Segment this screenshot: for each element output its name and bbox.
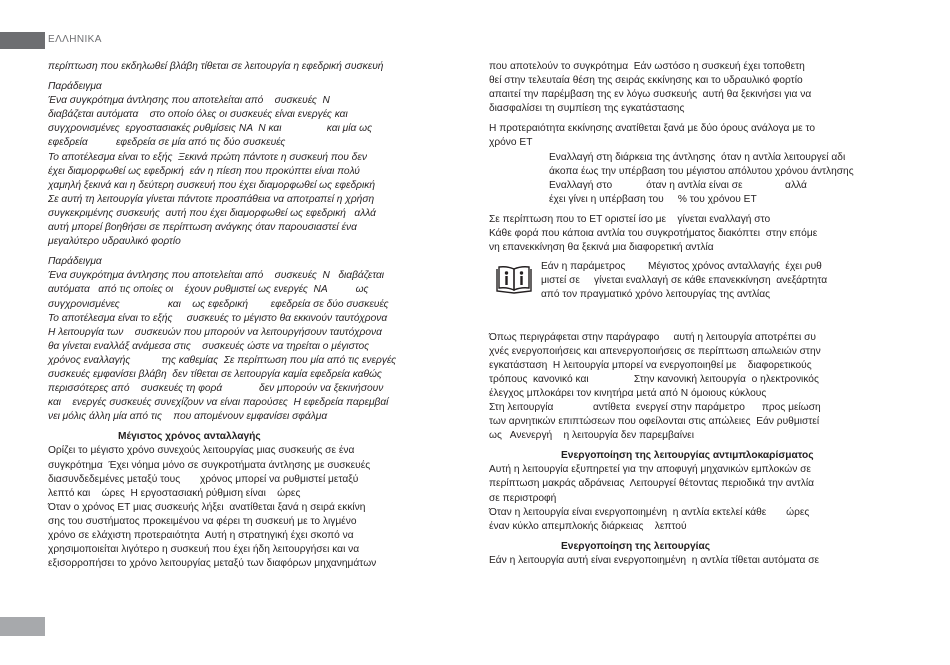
text-line: χρησιμοποιείται λιγότερο η συσκευή που έχει ήδη λειτουργήσει και να (48, 544, 360, 556)
text-line: περίπτωση μακράς αδράνειας Λειτουργεί θέτοντας περιοδικά την αντλία (489, 478, 814, 490)
text-line: Κάθε φορά που κάποια αντλία του συγκροτήματος διακόπτει στην επόμε (489, 228, 818, 240)
text-line: διαβάζεται αυτόματα στο οποίο όλες οι συσκευές είναι ενεργές και (48, 109, 348, 121)
text-line: και ενεργές συσκευές συνεχίζουν να είναι παρούσες Η εφεδρεία παρεμβαί (48, 397, 389, 409)
text-line: έναν κύκλο απεμπλοκής διάρκειας λεπτού (489, 520, 687, 532)
condition-1-text (489, 151, 909, 179)
info-note-text (541, 260, 909, 302)
text-line: μιστεί σε γίνεται εναλλαγή σε κάθε επανεκκίνηση ανεξάρτητα (541, 275, 828, 287)
text-line: εγκατάσταση Η λειτουργία μπορεί να ενεργοποιηθεί με διαφορετικούς (489, 359, 812, 371)
text-line: έλεγχος μπλοκάρει τον κινητήρα μετά από Ν όμοιους κύκλους (489, 387, 767, 399)
text-line: Εάν η παράμετρος Μέγιστος χρόνος ανταλλαγής έχει ρυθ (541, 261, 822, 273)
text-line: συσκευές εμφανίσει βλάβη δεν τίθεται σε λειτουργία καμία εφεδρεία καθώς (48, 368, 382, 380)
example-2-text (48, 269, 466, 424)
language-tab-marker (0, 32, 45, 49)
text-line: θα γίνεται εναλλάξ ανάμεσα στις συσκευές ώστε να τηρείται ο μέγιστος (48, 340, 370, 352)
example-2-title: Παράδειγμα (48, 256, 102, 268)
right-column (489, 60, 909, 568)
text-line: Ένα συγκρότημα άντλησης που αποτελείται από συσκευές Ν (48, 95, 330, 107)
info-note (489, 260, 909, 302)
text-line: σε περιστροφή (489, 492, 557, 504)
text-line: λεπτό και ώρες Η εργοστασιακή ρύθμιση είναι ώρες (48, 487, 301, 499)
book-info-icon (495, 264, 533, 294)
text-line: άκοπα έως την υπέρβαση του μέγιστου απόλυτου χρόνου άντλησης (549, 165, 854, 177)
text-line: αυτή μπορεί βοηθήσει σε περίπτωση ανάγκης όταν παρουσιαστεί ένα (48, 222, 357, 234)
intro-line: περίπτωση που εκδηλωθεί βλάβη τίθεται σε λειτουργία η εφεδρική συσκευή (48, 61, 384, 72)
text-line: των αρνητικών επιπτώσεων που οφείλονται στις απώλειες Εάν ρυθμιστεί (489, 416, 820, 428)
text-line: Ορίζει το μέγιστο χρόνο συνεχούς λειτουργίας μιας συσκευής σε ένα (48, 445, 355, 457)
text-line: απαιτεί την παρέμβαση της εν λόγω συσκευής αυτή θα ξεκινήσει για να (489, 89, 812, 101)
text-line: Εναλλαγή στη διάρκεια της άντλησης όταν η αντλία λειτουργεί αδι (549, 151, 846, 163)
text-line: Όπως περιγράφεται στην παράγραφο αυτή η λειτουργία αποτρέπει συ (489, 331, 816, 343)
function-activation-heading: Ενεργοποίηση της λειτουργίας (561, 540, 711, 552)
text-line: χρόνο σε ελάχιστη προτεραιότητα Αυτή η στρατηγική έχει σκοπό να (48, 530, 354, 541)
anti-block-text (489, 463, 909, 533)
text-line: Η προτεραιότητα εκκίνησης ανατίθεται ξανά με δύο όρους ανάλογα με το (489, 123, 816, 135)
text-line: Στη λειτουργία αντίθετα ενεργεί στην παράμετρο προς μείωση (489, 401, 821, 413)
priority-text (489, 122, 909, 150)
example-1-title: Παράδειγμα (48, 81, 102, 93)
condition-2-text (489, 179, 909, 207)
text-line: Ένα συγκρότημα άντλησης που αποτελείται από συσκευές Ν διαβάζεται (48, 270, 385, 282)
text-line: τρόπους κανονικό και Στην κανονική λειτουργία ο ηλεκτρονικός (489, 373, 819, 385)
text-line: χαμηλή ξεκινά και η δεύτερη συσκευή που έχει διαμορφωθεί ως εφεδρική (48, 179, 376, 191)
text-line: Όταν η λειτουργία είναι ενεργοποιημένη η αντλία εκτελεί κάθε ώρες (489, 506, 810, 518)
language-label: ΕΛΛΗΝΙΚΑ (48, 34, 102, 45)
function-activation-text (489, 554, 909, 568)
max-exchange-time-heading: Μέγιστος χρόνος ανταλλαγής (118, 431, 261, 443)
anti-cycling-text (489, 331, 909, 444)
text-line: περισσότερες από συσκευές τη φορά δεν μπορούν να ξεκινήσουν (48, 383, 384, 395)
text-line: νει μόλις άλλη μία από τις που απομένουν εμφανίσει σφάλμα (48, 411, 328, 423)
text-line: από τον πραγματικό χρόνο λειτουργίας της αντλίας (541, 289, 770, 301)
text-line: νη επανεκκίνηση θα ξεκινά μια διαφορετική αντλία (489, 242, 714, 254)
text-line: διασυνδεδεμένες μεταξύ τους χρόνος μπορεί να ρυθμιστεί μεταξύ (48, 473, 359, 485)
text-line: αυτόματα από τις οποίες οι έχουν ρυθμιστεί ως ενεργές ΝΑ ως (48, 284, 369, 296)
text-line: Αυτή η λειτουργία εξυπηρετεί για την αποφυγή μηχανικών εμπλοκών σε (489, 464, 811, 476)
text-line: Το αποτέλεσμα είναι το εξής συσκευές το μέγιστο θα εκκινούν ταυτόχρονα (48, 312, 388, 324)
left-column (48, 60, 466, 571)
text-line: που αποτελούν το συγκρότημα Εάν ωστόσο η συσκευή έχει τοποθετη (489, 61, 805, 72)
text-line: μεγαλύτερο υδραυλικό φορτίο (48, 236, 181, 248)
text-line: θεί στην τελευταία θέση της σειράς εκκίνησης και το υδραυλικό φορτίο (489, 75, 803, 87)
text-line: Σε αυτή τη λειτουργία γίνεται πάντοτε προσπάθεια να αποτραπεί η χρήση (48, 193, 375, 205)
page-number-tab (0, 617, 45, 636)
text-line: εφεδρεία εφεδρεία σε μία από τις δύο συσκευές (48, 137, 286, 149)
text-line: έχει γίνει η υπέρβαση του % του χρόνου ΕΤ (549, 193, 757, 205)
text-line: χρόνος εναλλαγής της καθεμίας Σε περίπτωση που μία από τις ενεργές (48, 354, 397, 366)
et-zero-text (489, 213, 909, 255)
continuation-text (489, 60, 909, 116)
text-line: συγκεκριμένης συσκευής αυτή που έχει διαμορφωθεί ως εφεδρική αλλά (48, 207, 376, 219)
text-line: Εναλλαγή στο όταν η αντλία είναι σε αλλά (549, 179, 807, 191)
text-line: εξισορροπήσει το χρόνο λειτουργίας μεταξύ των διαφόρων μηχανημάτων (48, 558, 377, 570)
text-line: συγχρονισμένες και ως εφεδρική εφεδρεία σε δύο συσκευές (48, 298, 389, 310)
example-1-text (48, 94, 466, 249)
text-line: χρόνο ΕΤ (489, 137, 533, 149)
text-line: Εάν η λειτουργία αυτή είναι ενεργοποιημένη η αντλία τίθεται αυτόματα σε (489, 554, 820, 566)
text-line: Όταν ο χρόνος ΕΤ μιας συσκευής λήξει ανατίθεται ξανά η σειρά εκκίνη (48, 501, 366, 513)
text-line: έχει διαμορφωθεί ως εφεδρική εάν η πίεση που προκύπτει είναι πολύ (48, 165, 360, 177)
text-line: συγχρονισμένες εργοστασιακές ρυθμίσεις ΝΑ Ν και και μία ως (48, 123, 373, 135)
text-line: χνές ενεργοποιήσεις και απενεργοποιήσεις σε περίπτωση απωλειών στην (489, 345, 821, 357)
max-exchange-time-text (48, 444, 466, 571)
text-line: Η λειτουργία των συσκευών που μπορούν να λειτουργήσουν ταυτόχρονα (48, 326, 382, 338)
text-line: σης του συστήματος προκειμένου να φέρει τη συσκευή με το λιγμένο (48, 515, 357, 527)
anti-block-heading: Ενεργοποίηση της λειτουργίας αντιμπλοκαρίσματος (561, 450, 814, 462)
text-line: συγκρότημα Έχει νόημα μόνο σε συγκροτήματα άντλησης με συσκευές (48, 459, 371, 471)
text-line: Το αποτέλεσμα είναι το εξής Ξεκινά πρώτη πάντοτε η συσκευή που δεν (48, 151, 367, 163)
text-line: ως Ανενεργή η λειτουργία δεν παρεμβαίνει (489, 430, 694, 442)
text-line: Σε περίπτωση που το ΕΤ οριστεί ίσο με γίνεται εναλλαγή στο (489, 213, 771, 225)
text-line: διασφαλίσει τη συμπίεση της εγκατάστασης (489, 103, 685, 115)
